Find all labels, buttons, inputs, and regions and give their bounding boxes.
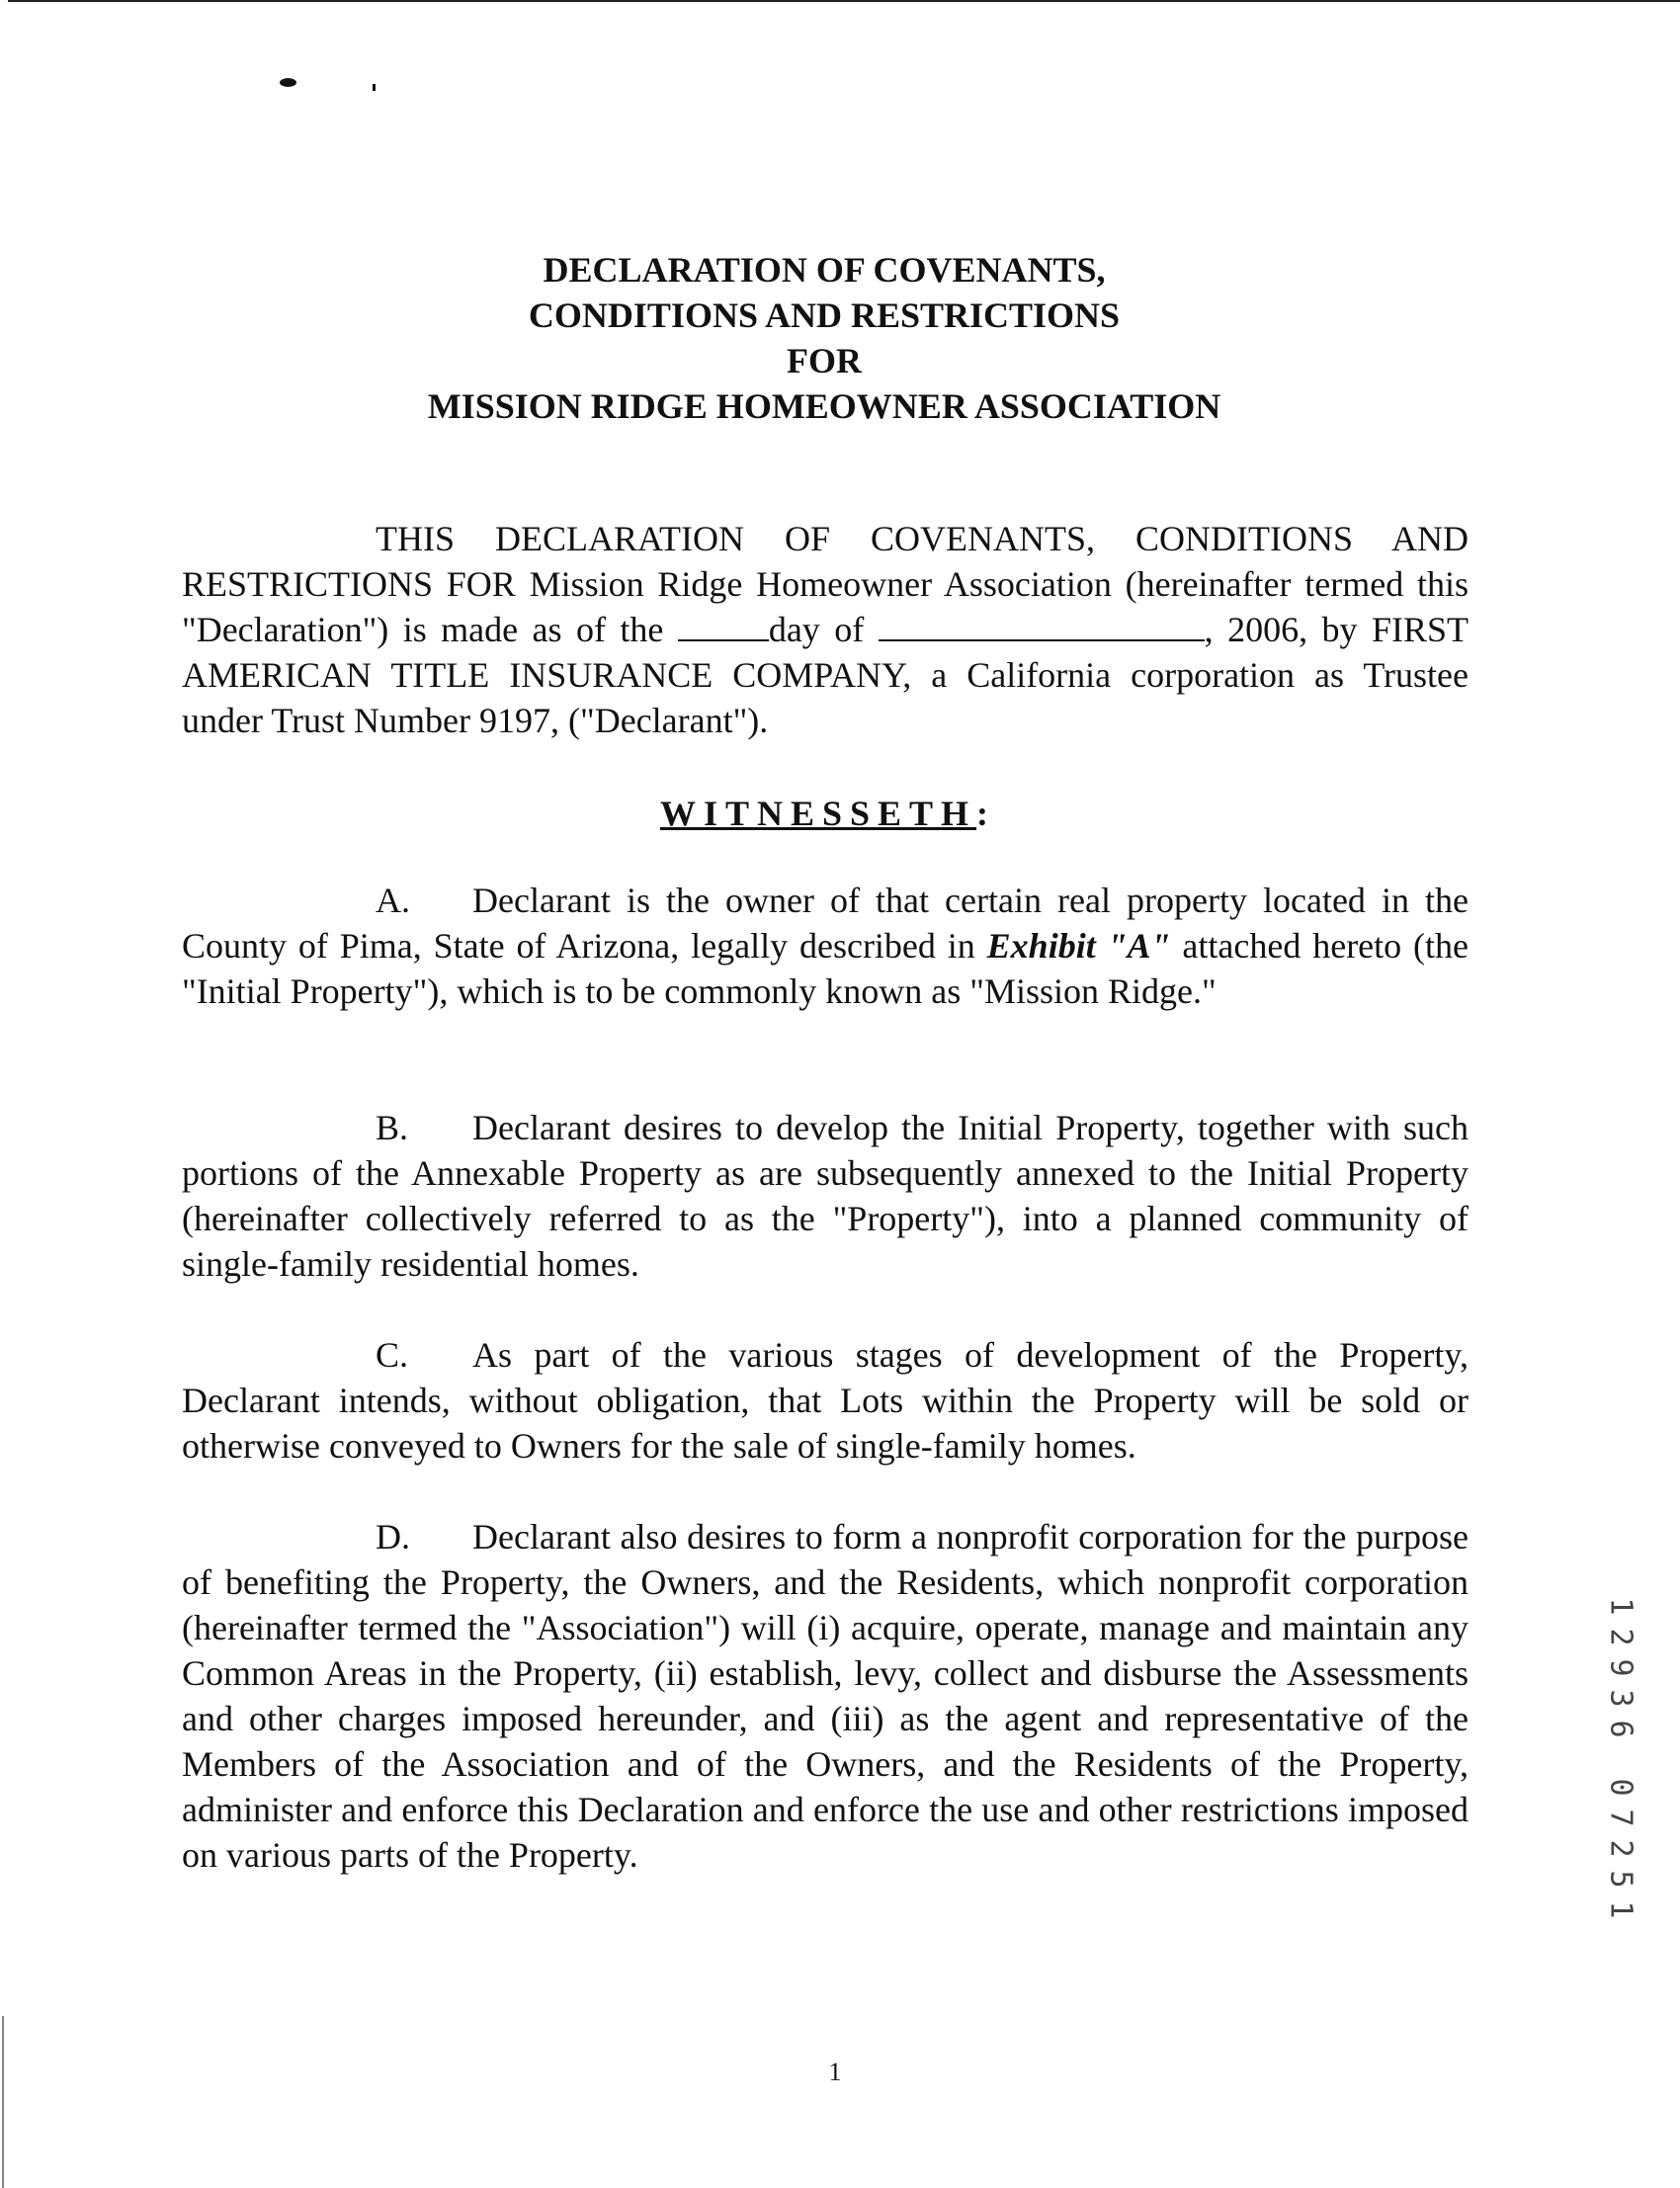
- scan-speck: [373, 84, 376, 91]
- recital-d: [182, 1514, 1469, 1878]
- recital-text: Declarant is the owner of that certain real property located in the County of Pima, State of Arizona, legally described in: [182, 881, 1469, 966]
- stamp-digit: 1: [1603, 1597, 1638, 1616]
- month-blank: [879, 610, 1205, 641]
- intro-text: , 2006, by FIRST AMERICAN TITLE INSURANCE COMPANY, a California corporation as Trustee under Trust Number 9197, ("Declarant").: [182, 610, 1469, 740]
- stamp-digit: 6: [1603, 1720, 1638, 1738]
- stamp-digit: 2: [1603, 1839, 1638, 1858]
- recital-a: [182, 878, 1469, 1014]
- witnesseth-colon: :: [976, 794, 989, 833]
- recital-letter: B.: [376, 1108, 409, 1147]
- recital-letter: C.: [376, 1335, 409, 1375]
- recital-text: As part of the various stages of development of the Property, Declarant intends, without obligation, that Lots within the Property will be sold or otherwise conveyed to Owners for the sale of single-family homes.: [182, 1335, 1469, 1466]
- title-line: CONDITIONS AND RESTRICTIONS: [528, 295, 1121, 335]
- recital-text: attached hereto (the "Initial Property"), which is to be commonly known as "Mission Ridge.": [182, 926, 1469, 1011]
- stamp-digit: 5: [1603, 1870, 1638, 1889]
- stamp-digit: 7: [1603, 1809, 1638, 1827]
- witnesseth-heading: [0, 791, 1648, 836]
- recital-letter: D.: [376, 1517, 410, 1557]
- stamp-digit: 3: [1603, 1689, 1638, 1708]
- exhibit-reference: Exhibit "A": [986, 926, 1171, 966]
- recital-letter: A.: [376, 881, 410, 920]
- stamp-digit: 9: [1603, 1658, 1638, 1677]
- recital-text: Declarant also desires to form a nonprofit corporation for the purpose of benefiting the Property, the Owners, and the Residents, which nonprofit corporation (hereinafter termed the "Association") will (i) acquire, operate, manage and maintain any Common Areas in the Property, (ii) establish, levy, collect and disburse the Assessments and other charges imposed hereunder, and (iii) as the agent and representative of the Members of the Association and of the Owners, and the Residents of the Property, administer and enforce this Declaration and enforce the use and other restrictions imposed on various parts of the Property.: [182, 1517, 1469, 1875]
- page-top-edge: [8, 0, 1680, 2]
- document-title: [0, 247, 1648, 429]
- title-line: DECLARATION OF COVENANTS,: [543, 250, 1106, 290]
- day-blank: [678, 610, 769, 641]
- page-number: 1: [828, 2058, 842, 2086]
- recital-b: [182, 1105, 1469, 1287]
- stamp-digit: 0: [1603, 1778, 1638, 1797]
- stamp-digit: 1: [1603, 1900, 1638, 1919]
- title-line: MISSION RIDGE HOMEOWNER ASSOCIATION: [427, 386, 1221, 426]
- intro-paragraph: [182, 516, 1469, 743]
- scan-speck: [280, 78, 296, 87]
- stamp-digit: 2: [1603, 1628, 1638, 1646]
- page-left-edge: [2, 2016, 4, 2188]
- title-line: FOR: [787, 341, 862, 380]
- witnesseth-text: WITNESSETH: [659, 794, 977, 833]
- recital-c: [182, 1332, 1469, 1469]
- recital-text: Declarant desires to develop the Initial Property, together with such portions of the Annexable Property as are subsequently annexed to the Initial Property (hereinafter collectively referred to as the "Property"), into a planned community of single-family residential homes.: [182, 1108, 1469, 1284]
- intro-text: day of: [768, 610, 879, 649]
- intro-text: THIS DECLARATION OF COVENANTS, CONDITIONS AND RESTRICTIONS FOR Mission Ridge Homeowner Association (hereinafter termed this "Declaration") is made as of the: [182, 519, 1469, 649]
- recording-stamp: [1603, 1591, 1638, 1925]
